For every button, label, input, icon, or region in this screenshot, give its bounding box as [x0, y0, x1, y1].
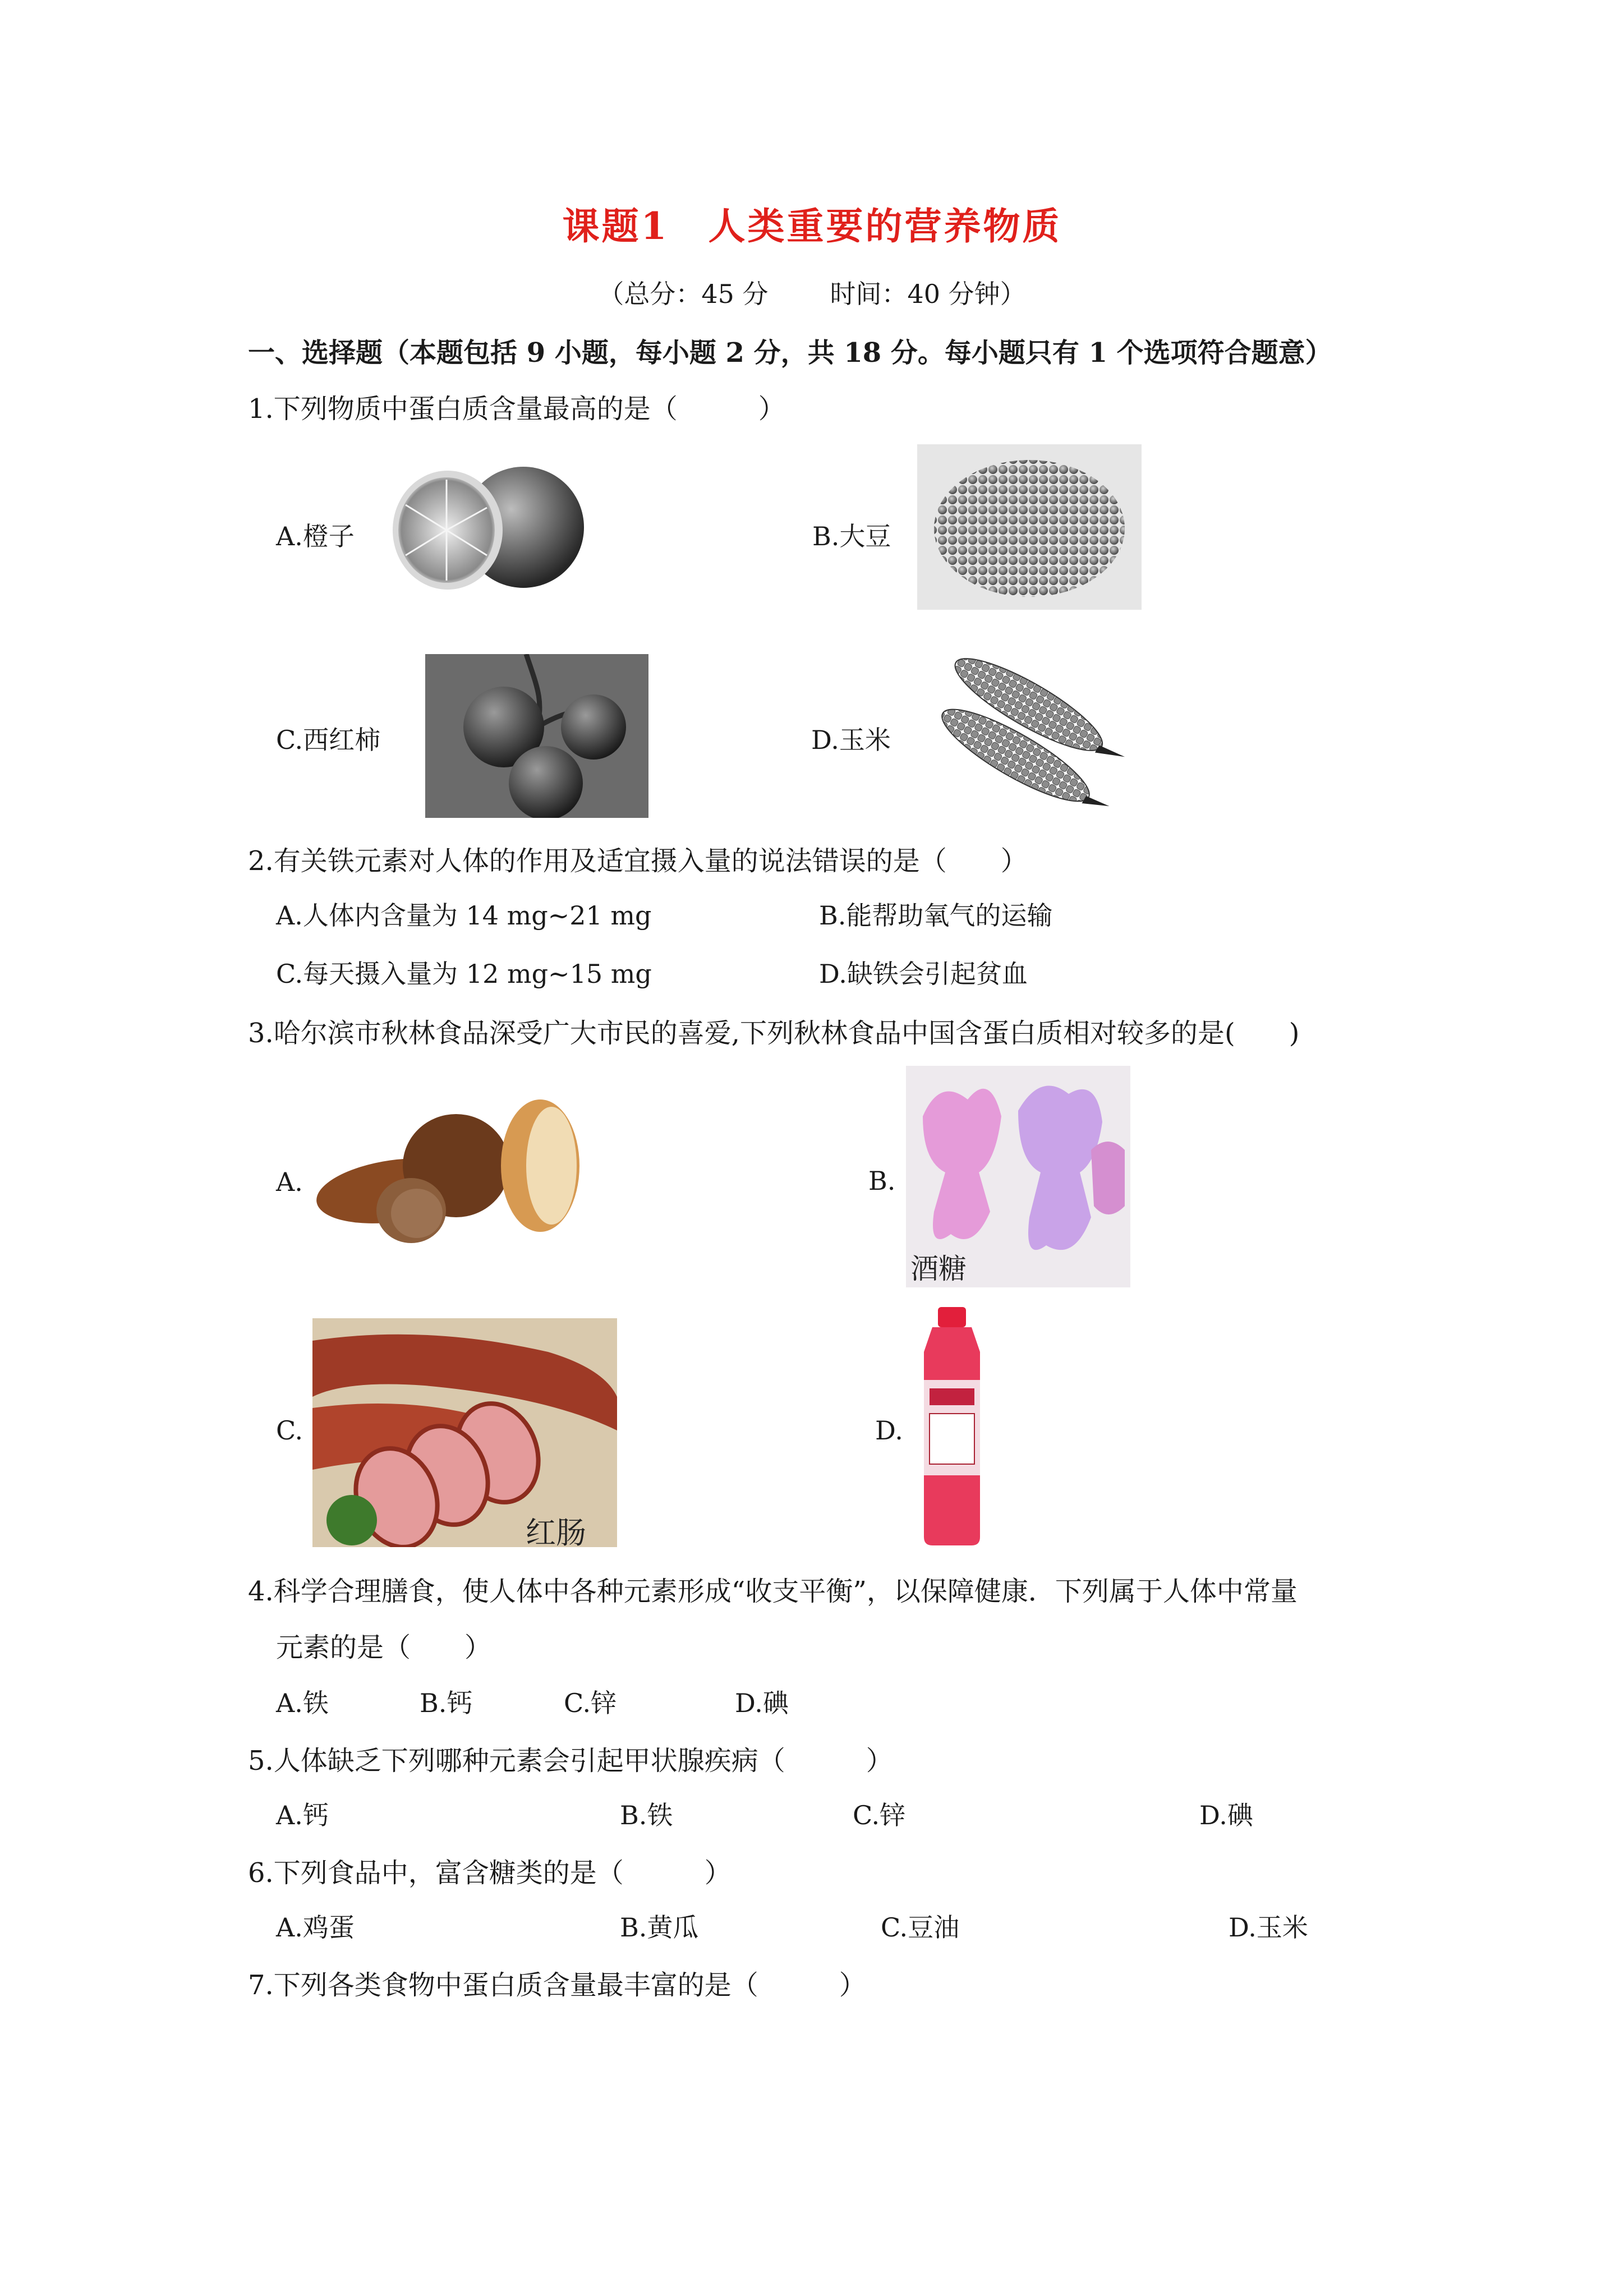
page-title: 课题1 人类重要的营养物质 — [562, 204, 1062, 248]
total-score: （总分：45 分 — [598, 279, 769, 309]
q6-option-b: B.黄瓜 — [620, 1912, 699, 1943]
q2-option-a: A.人体内含量为 14 mg~21 mg — [276, 900, 652, 931]
soybean-image — [917, 444, 1142, 610]
q4-option-b: B.钙 — [420, 1688, 473, 1718]
liquor-candy-image — [906, 1066, 1130, 1287]
q2-option-c: C.每天摄入量为 12 mg~15 mg — [276, 959, 652, 989]
q6-option-c: C.豆油 — [881, 1912, 960, 1943]
question-1-stem: 1.下列物质中蛋白质含量最高的是（ ） — [248, 393, 785, 425]
q3-option-b: B. — [868, 1166, 896, 1196]
q2-option-d: D.缺铁会引起贫血 — [819, 959, 1028, 989]
q4-option-c: C.锌 — [564, 1688, 617, 1718]
candy-caption: 酒糖 — [910, 1253, 967, 1285]
red-sausage-image — [312, 1318, 617, 1547]
corn-image — [909, 651, 1142, 819]
q3-option-a: A. — [276, 1167, 303, 1197]
q6-option-d: D.玉米 — [1229, 1912, 1308, 1943]
bread-image — [310, 1093, 582, 1268]
q3-option-c: C. — [276, 1415, 303, 1446]
section-heading: 一、选择题（本题包括 9 小题，每小题 2 分，共 18 分。每小题只有 1 个选项符合题意） — [248, 337, 1332, 369]
q1-option-d: D.玉米 — [811, 725, 891, 755]
question-4-stem-line2: 元素的是（ ） — [276, 1632, 492, 1663]
q1-option-a: A.橙子 — [276, 521, 355, 551]
q2-option-b: B.能帮助氧气的运输 — [819, 900, 1053, 931]
q3-option-d: D. — [875, 1415, 903, 1446]
q6-option-a: A.鸡蛋 — [276, 1912, 355, 1943]
q5-option-c: C.锌 — [853, 1800, 906, 1830]
question-7-stem: 7.下列各类食物中蛋白质含量最丰富的是（ ） — [248, 1970, 866, 2001]
q5-option-a: A.钙 — [276, 1800, 329, 1830]
q4-option-d: D.碘 — [735, 1688, 789, 1718]
question-4-stem-line1: 4.科学合理膳食，使人体中各种元素形成“收支平衡”，以保障健康．下列属于人体中常量 — [248, 1576, 1298, 1607]
q5-option-b: B.铁 — [620, 1800, 673, 1830]
question-3-stem: 3.哈尔滨市秋林食品深受广大市民的喜爱,下列秋林食品中国含蛋白质相对较多的是( ) — [248, 1018, 1300, 1049]
question-5-stem: 5.人体缺乏下列哪种元素会引起甲状腺疾病（ ） — [248, 1745, 893, 1777]
time-limit: 时间：40 分钟） — [830, 279, 1026, 309]
vitamin-drink-image — [910, 1307, 994, 1545]
question-2-stem: 2.有关铁元素对人体的作用及适宜摄入量的说法错误的是（ ） — [248, 845, 1028, 877]
exam-meta — [0, 274, 1624, 311]
q1-option-c: C.西红柿 — [276, 725, 381, 755]
q4-option-a: A.铁 — [276, 1688, 329, 1718]
orange-image — [375, 446, 596, 609]
q5-option-d: D.碘 — [1199, 1800, 1253, 1830]
q1-option-b: B.大豆 — [812, 521, 891, 551]
tomato-image — [425, 654, 648, 818]
sausage-caption: 红肠 — [526, 1515, 586, 1547]
question-6-stem: 6.下列食品中，富含糖类的是（ ） — [248, 1857, 732, 1889]
